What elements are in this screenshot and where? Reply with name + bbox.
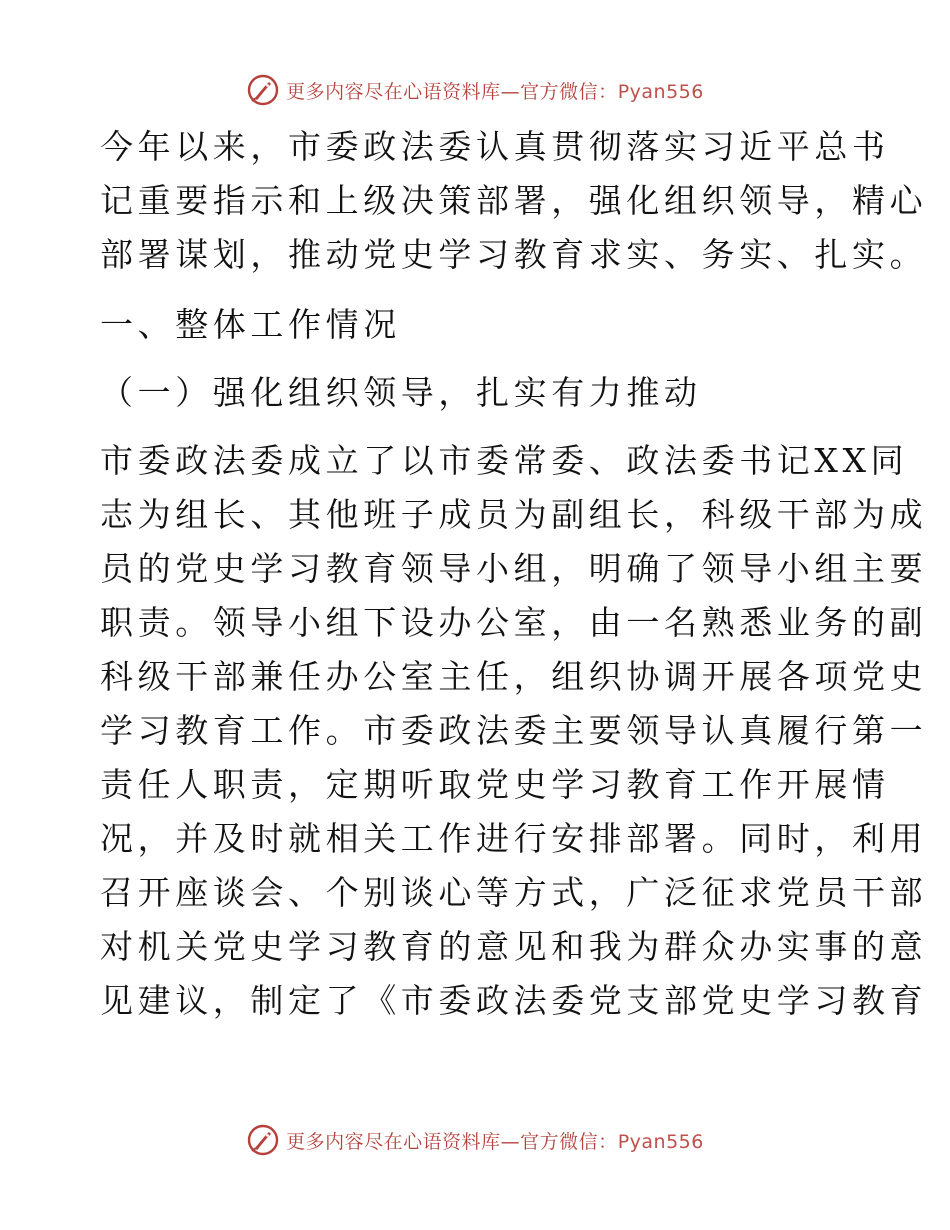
body-line: 对机关党史学习教育的意见和我为群众办实事的意 [100,927,928,966]
watermark-text [286,1127,704,1154]
watermark-separator: — [500,1130,521,1153]
body-line: 员的党史学习教育领导小组，明确了领导小组主要 [100,549,928,588]
body-line: 召开座谈会、个别谈心等方式，广泛征求党员干部 [100,873,928,912]
section-heading: 一、整体工作情况 [100,305,401,344]
body-line: 职责。领导小组下设办公室，由一名熟悉业务的副 [100,603,928,642]
body-line: 市委政法委成立了以市委常委、政法委书记XX同 [100,441,909,480]
subsection-heading: （一）强化组织领导，扎实有力推动 [100,373,702,412]
watermark-site-text: 更多内容尽在心语资料库 [286,80,501,103]
header-watermark [0,72,950,108]
intro-line: 今年以来，市委政法委认真贯彻落实习近平总书 [100,127,890,166]
pen-nib-logo-icon [246,1123,280,1157]
intro-line: 记重要指示和上级决策部署，强化组织领导，精心 [100,181,928,220]
pen-nib-logo-icon [246,73,280,107]
body-line: 见建议，制定了《市委政法委党支部党史学习教育 [100,981,928,1020]
watermark-text [286,77,704,104]
watermark-wechat-id: Pyan556 [617,1130,704,1153]
body-line: 志为组长、其他班子成员为副组长，科级干部为成 [100,495,928,534]
body-line: 学习教育工作。市委政法委主要领导认真履行第一 [100,711,928,750]
footer-watermark [0,1122,950,1158]
document-content [100,120,928,1028]
watermark-wechat-id: Pyan556 [617,80,704,103]
watermark-wechat-label: 官方微信： [520,80,618,103]
body-line: 科级干部兼任办公室主任，组织协调开展各项党史 [100,657,928,696]
body-line: 责任人职责，定期听取党史学习教育工作开展情 [100,765,890,804]
watermark-site-text: 更多内容尽在心语资料库 [286,1130,501,1153]
watermark-separator: — [500,80,521,103]
body-line: 况，并及时就相关工作进行安排部署。同时，利用 [100,819,928,858]
watermark-wechat-label: 官方微信： [520,1130,618,1153]
intro-line: 部署谋划，推动党史学习教育求实、务实、扎实。 [100,235,928,274]
